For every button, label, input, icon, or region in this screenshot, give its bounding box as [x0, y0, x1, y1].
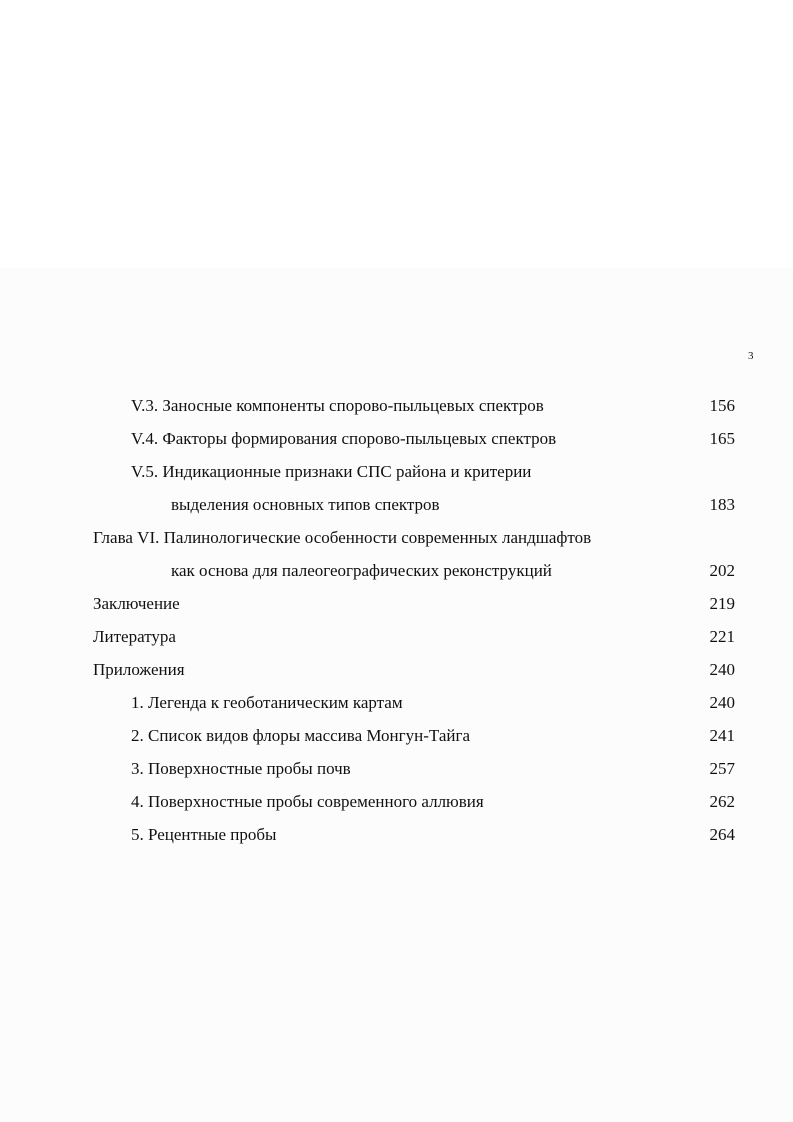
toc-entry-appendix-5: [0, 823, 793, 847]
toc-entry-page: 202: [709, 561, 735, 580]
toc-entry-page: 241: [709, 726, 735, 745]
toc-entry-page: 262: [709, 792, 735, 811]
toc-entry-title: V.4. Факторы формирования спорово-пыльцевых спектров: [131, 429, 557, 448]
toc-entry-page: 183: [709, 495, 735, 514]
toc-entry-appendix-2: [0, 724, 793, 748]
toc-entry-title: как основа для палеогеографических реконструкций: [171, 561, 552, 580]
toc-entry-title: 1. Легенда к геоботаническим картам: [131, 693, 403, 712]
toc-entry-appendix-4: [0, 790, 793, 814]
toc-entry-title: V.3. Заносные компоненты спорово-пыльцевых спектров: [131, 396, 544, 415]
toc-entry-title: 2. Список видов флоры массива Монгун-Тайга: [131, 726, 471, 745]
toc-entry-v5-continued: [0, 493, 793, 517]
toc-entry-page: 156: [709, 396, 735, 415]
toc-entry-chapter-6: [0, 526, 793, 550]
toc-entry-title: 5. Рецентные пробы: [131, 825, 277, 844]
toc-entry-title: Заключение: [93, 594, 180, 613]
toc-entry-page: 264: [709, 825, 735, 844]
toc-entry-appendix-1: [0, 691, 793, 715]
toc-entry-page: 257: [709, 759, 735, 778]
toc-entry-title: Литература: [93, 627, 176, 646]
toc-entry-page: 240: [709, 693, 735, 712]
toc-entry-conclusion: [0, 592, 793, 616]
toc-entry-chapter-6-continued: [0, 559, 793, 583]
toc-entry-title: выделения основных типов спектров: [171, 495, 440, 514]
toc-entry-page: 219: [709, 594, 735, 613]
toc-entry-title: 3. Поверхностные пробы почв: [131, 759, 351, 778]
toc-entry-appendix-3: [0, 757, 793, 781]
toc-entry-title: V.5. Индикационные признаки СПС района и критерии: [131, 462, 532, 481]
toc-entry-title: Глава VI. Палинологические особенности современных ландшафтов: [93, 528, 592, 547]
toc-entry-title: 4. Поверхностные пробы современного аллювия: [131, 792, 484, 811]
toc-entry-appendices: [0, 658, 793, 682]
toc-entry-v3: [0, 394, 793, 418]
toc-entry-page: 240: [709, 660, 735, 679]
page-number: 3: [748, 350, 754, 362]
toc-entry-page: 221: [709, 627, 735, 646]
toc-entry-literature: [0, 625, 793, 649]
toc-entry-page: 165: [709, 429, 735, 448]
toc-entry-title: Приложения: [93, 660, 185, 679]
toc-entry-v5: [0, 460, 793, 484]
toc-entry-v4: [0, 427, 793, 451]
